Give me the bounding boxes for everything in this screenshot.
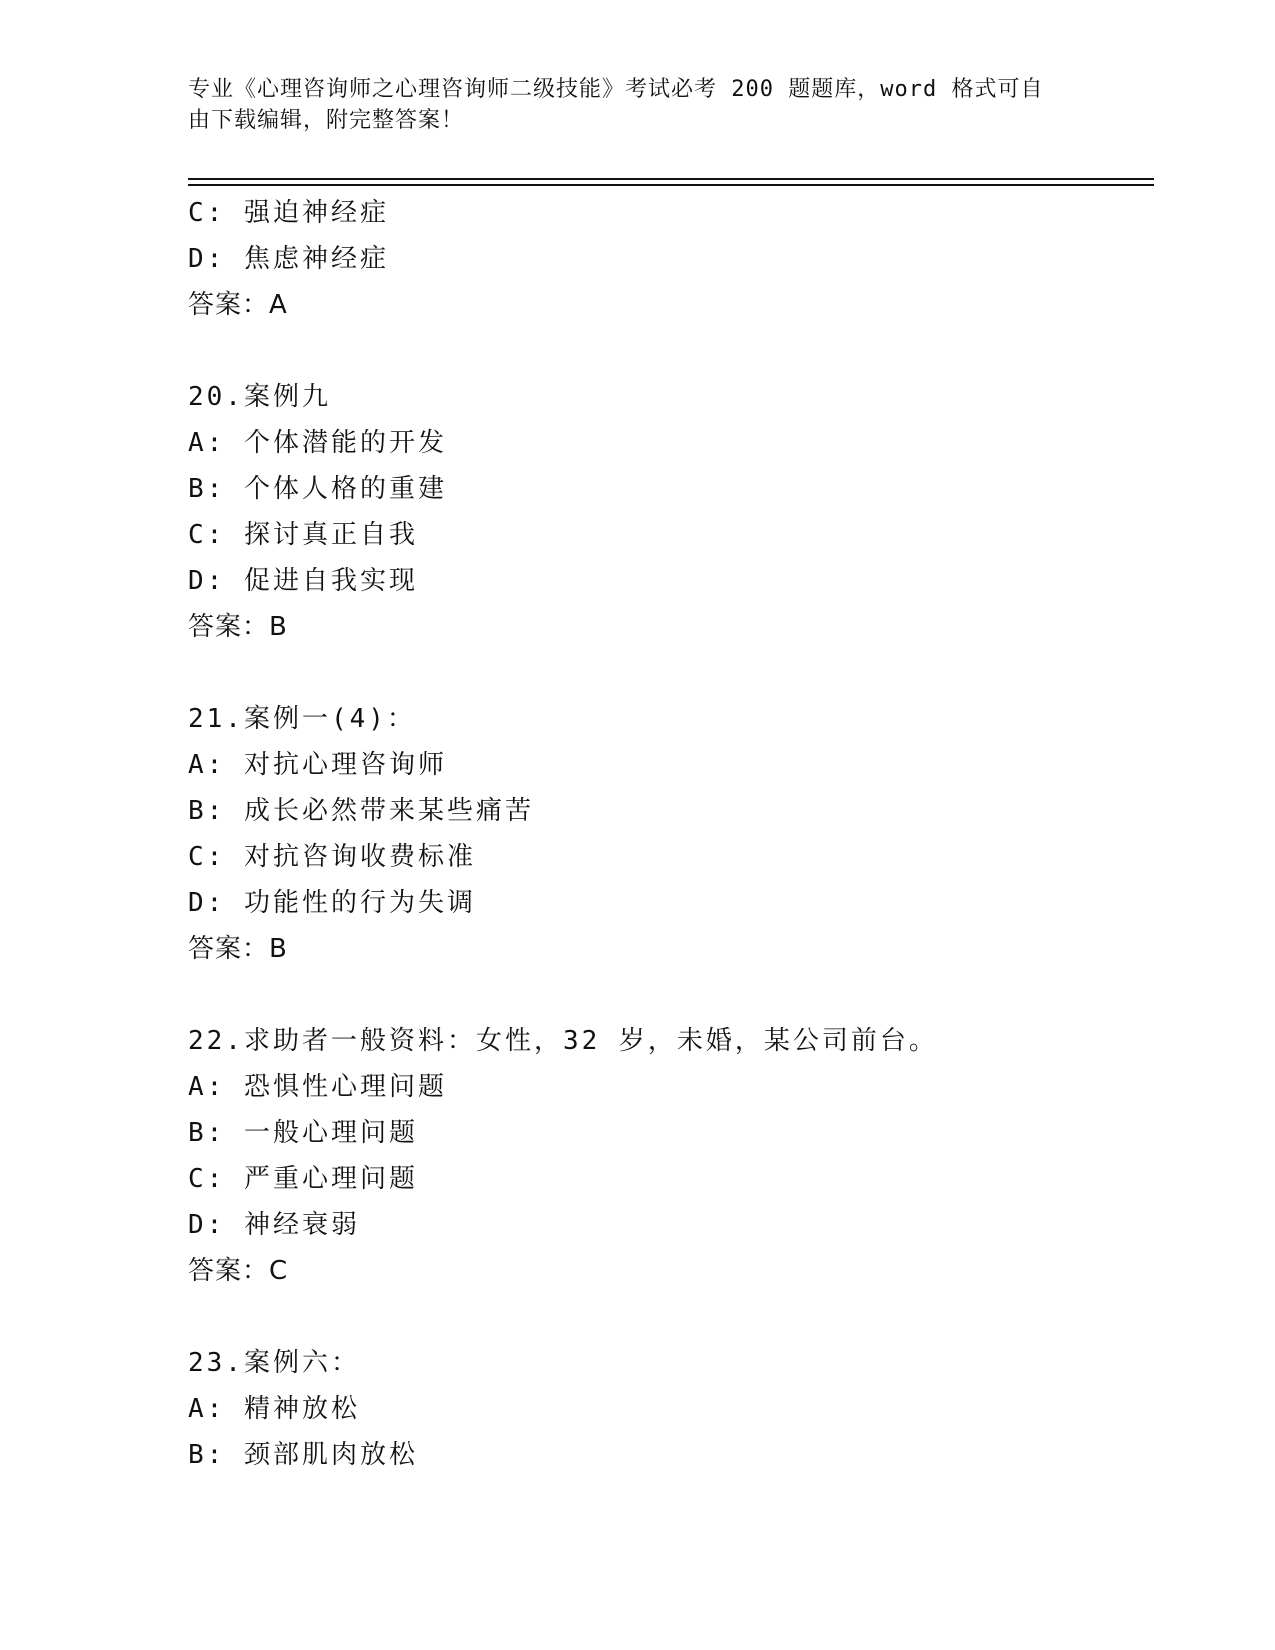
question-22 (188, 1018, 1148, 1294)
previous-question-tail (188, 190, 1148, 328)
header-line-2: 由下载编辑，附完整答案！ (188, 108, 465, 133)
question-21 (188, 696, 1148, 972)
answer-line: 答案：A (188, 290, 288, 320)
question-23 (188, 1340, 1148, 1478)
option-c: C: 强迫神经症 (188, 198, 389, 228)
option-c: C: 严重心理问题 (188, 1164, 418, 1194)
option-a: A: 恐惧性心理问题 (188, 1072, 447, 1102)
answer-line: 答案：C (188, 1256, 289, 1286)
option-b: B: 个体人格的重建 (188, 474, 447, 504)
option-d: D: 神经衰弱 (188, 1210, 360, 1240)
question-title: 21.案例一(4)： (188, 704, 416, 734)
option-d: D: 促进自我实现 (188, 566, 418, 596)
option-b: B: 成长必然带来某些痛苦 (188, 796, 534, 826)
answer-line: 答案：B (188, 612, 288, 642)
option-d: D: 焦虑神经症 (188, 244, 389, 274)
header-divider-bottom (188, 184, 1154, 186)
header-line-1: 专业《心理咨询师之心理咨询师二级技能》考试必考 200 题题库，word 格式可自 (188, 77, 1044, 102)
question-20 (188, 374, 1148, 650)
header-divider-top (188, 178, 1154, 180)
question-title: 20.案例九 (188, 382, 331, 412)
question-title: 22.求助者一般资料：女性，32 岁，未婚，某公司前台。 (188, 1026, 938, 1056)
option-d: D: 功能性的行为失调 (188, 888, 476, 918)
option-a: A: 个体潜能的开发 (188, 428, 447, 458)
option-c: C: 对抗咨询收费标准 (188, 842, 476, 872)
document-header (188, 74, 1068, 136)
question-list (188, 190, 1148, 1478)
option-a: A: 精神放松 (188, 1394, 360, 1424)
option-c: C: 探讨真正自我 (188, 520, 418, 550)
answer-line: 答案：B (188, 934, 288, 964)
option-a: A: 对抗心理咨询师 (188, 750, 447, 780)
option-b: B: 颈部肌肉放松 (188, 1440, 418, 1470)
question-title: 23.案例六： (188, 1348, 360, 1378)
option-b: B: 一般心理问题 (188, 1118, 418, 1148)
